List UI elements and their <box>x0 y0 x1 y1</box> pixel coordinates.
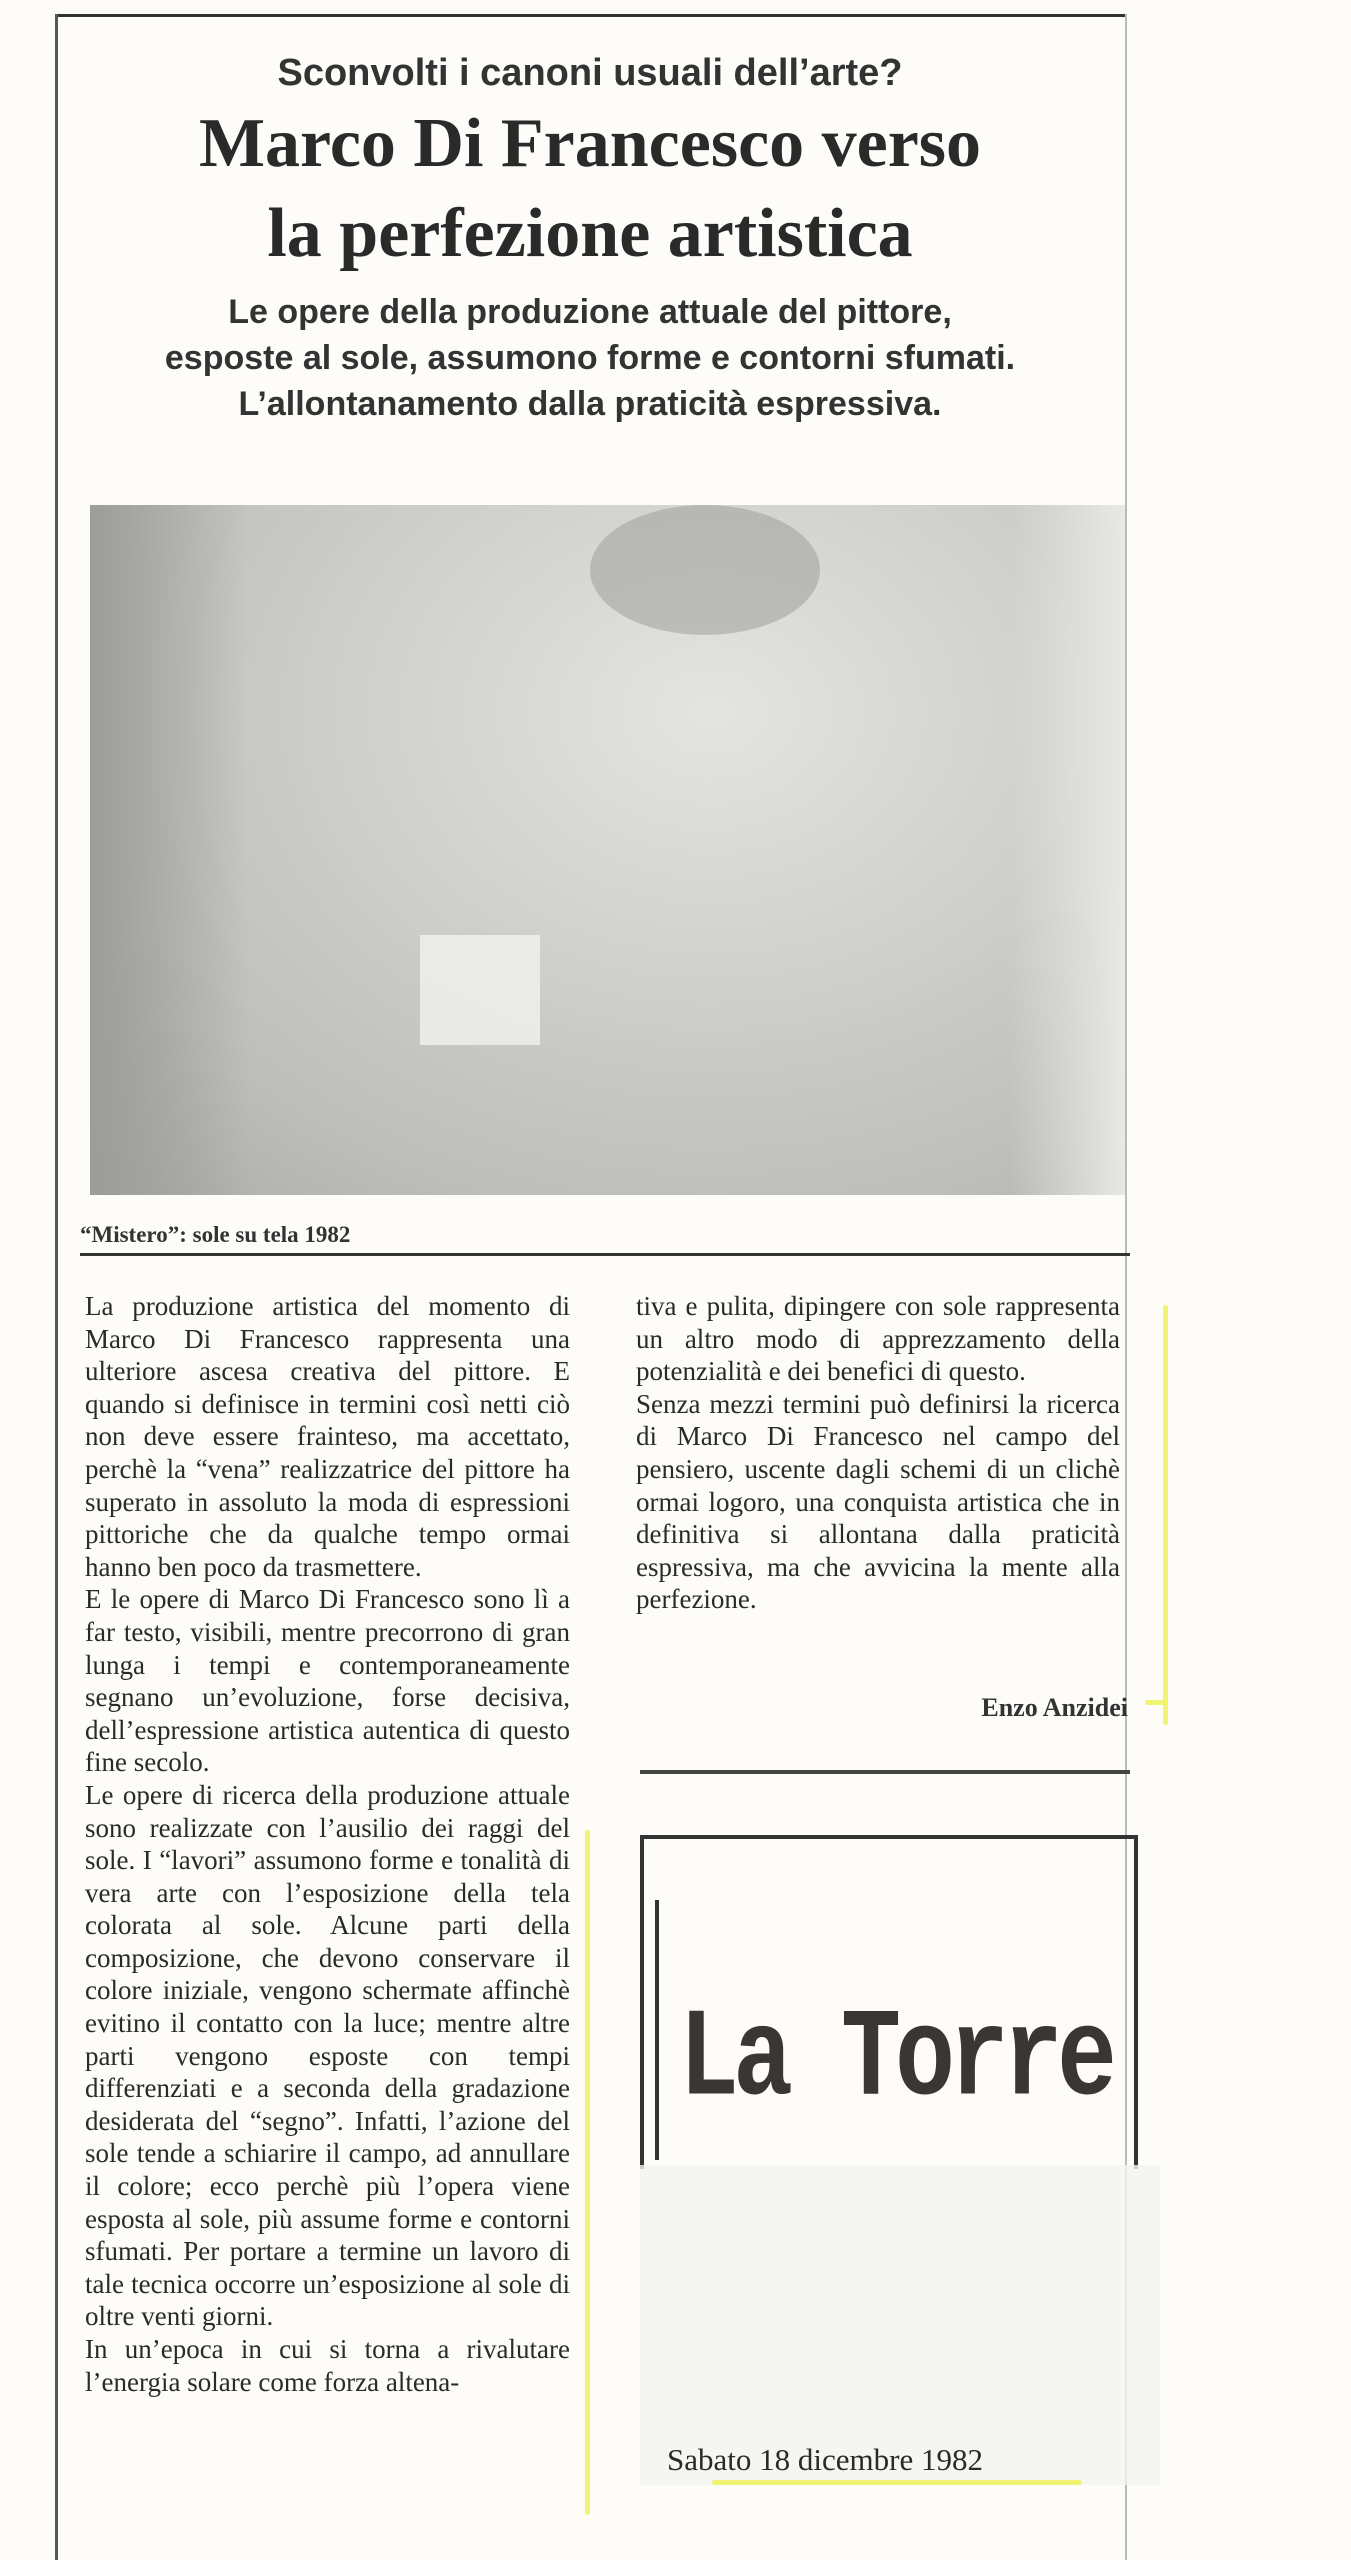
highlighter-mark <box>1163 1305 1168 1725</box>
advertisement-inner-bar <box>655 1900 659 2160</box>
page-top-rule <box>55 14 1125 17</box>
handwritten-date: Sabato 18 dicembre 1982 <box>667 2442 983 2477</box>
photo-dark-shape <box>590 505 820 635</box>
article-paragraph: La produzione artistica del momento di Marco Di Francesco rappresenta una ulteriore ascesa creativa del pittore. E quando si definisce in termini così netti ciò non deve essere frainteso, ma accettato, perchè la “vena” realizzatrice del pittore ha superato in assoluto la moda di espressioni pittoriche che da qualche tempo ormai hanno ben poco da trasmettere. <box>85 1291 570 1582</box>
headline-block <box>60 40 1120 427</box>
photo-caption: “Mistero”: sole su tela 1982 <box>80 1222 351 1247</box>
article-paragraph: In un’epoca in cui si torna a rivalutare l’energia solare come forza altena- <box>85 2334 570 2397</box>
photo-shadow-left <box>90 505 250 1195</box>
subtitle-line-2: esposte al sole, assumono forme e contorni sfumati. <box>164 339 1016 377</box>
article-paragraph: tiva e pulita, dipingere con sole rappresenta un altro modo di apprezzamento della potenzialità e dei benefici di questo. <box>636 1291 1120 1387</box>
photo-light-edge <box>1010 505 1125 1195</box>
article-paragraph: E le opere di Marco Di Francesco sono lì a far testo, visibili, mentre precorrono di gran lunga i tempi e contemporaneamente segnano un’evoluzione, forse decisiva, dell’espressione artistica autentica di questo fine secolo. <box>85 1584 570 1778</box>
article-column-right <box>636 1290 1120 1616</box>
subtitle-line-3: L’allontanamento dalla praticità espressiva. <box>238 385 942 423</box>
title-line-1: Marco Di Francesco verso <box>198 105 982 182</box>
caption-rule <box>80 1253 1130 1256</box>
title-line-2: la perfezione artistica <box>267 195 913 272</box>
page-left-edge <box>55 14 58 2560</box>
article-paragraph: Le opere di ricerca della produzione attuale sono realizzate con l’ausilio dei raggi del sole. I “lavori” assumono forme e tonalità di vera arte con l’esposizione della tela colorata al sole. Alcune parti della composizione, che devono conservare il colore iniziale, vengono schermate affinchè evitino il contatto con la luce; mentre altre parti vengono esposte con tempi differenziati e a seconda della gradazione desiderata del “segno”. Infatti, l’azione del sole tende a schiarire il campo, ad annullare il colore; ecco perchè più l’opera viene esposta al sole, più assume forme e contorni sfumati. Per portare a termine un lavoro di tale tecnica occorre un’esposizione al sole di oltre venti giorni. <box>85 1779 570 2332</box>
article-column-left <box>85 1290 570 2398</box>
subtitle <box>60 289 1120 427</box>
photo-light-shape <box>420 935 540 1045</box>
kicker: Sconvolti i canoni usuali dell’arte? <box>277 52 903 94</box>
highlighter-mark <box>1145 1700 1165 1705</box>
highlighter-underline <box>712 2480 1082 2485</box>
faded-advertisement-area <box>640 2165 1160 2485</box>
advertisement-title: La Torre <box>678 1990 1112 2133</box>
author-byline: Enzo Anzidei <box>981 1693 1128 1722</box>
column-end-rule <box>640 1770 1130 1774</box>
subtitle-line-1: Le opere della produzione attuale del pittore, <box>228 293 952 331</box>
article-paragraph: Senza mezzi termini può definirsi la ricerca di Marco Di Francesco nel campo del pensiero, uscente dagli schemi di un clichè ormai logoro, una conquista artistica che in definitiva si allontana dalla praticità espressiva, ma che avvicina la mente alla perfezione. <box>636 1388 1120 1615</box>
artwork-photo <box>90 505 1125 1195</box>
highlighter-mark <box>585 1830 590 2515</box>
